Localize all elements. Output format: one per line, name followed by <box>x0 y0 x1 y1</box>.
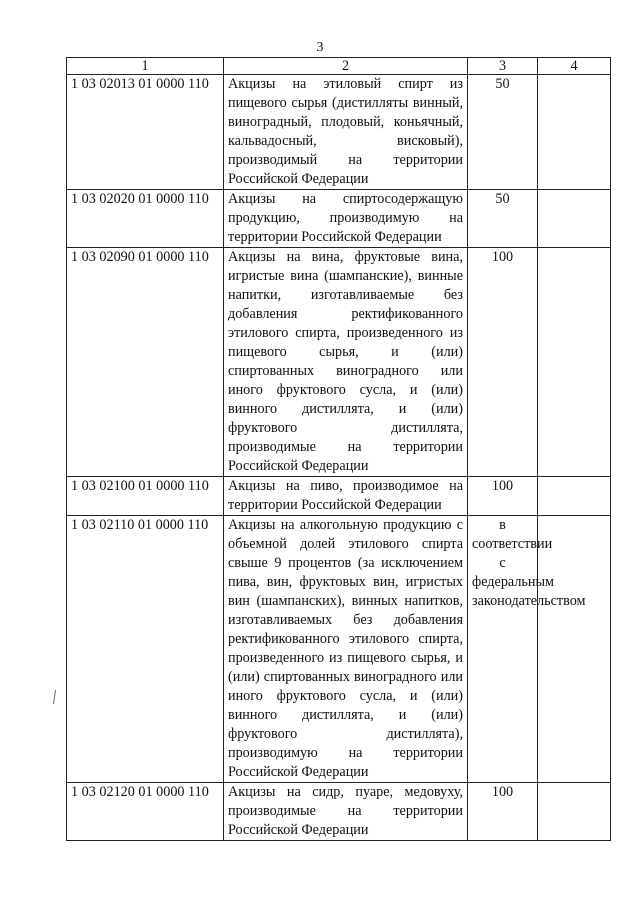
row-code: 1 03 02120 01 0000 110 <box>67 783 224 841</box>
table-header-row <box>67 58 611 75</box>
row-col4 <box>538 190 611 248</box>
page-number: 3 <box>316 40 324 55</box>
table-row <box>67 75 611 190</box>
row-col4 <box>538 516 611 783</box>
row-code: 1 03 02020 01 0000 110 <box>67 190 224 248</box>
row-code: 1 03 02013 01 0000 110 <box>67 75 224 190</box>
table-row <box>67 516 611 783</box>
row-value: 100 <box>468 477 538 516</box>
margin-pen-mark <box>53 690 58 704</box>
row-description: Акцизы на сидр, пуаре, медовуху, производимые на территории Российской Федерации <box>224 783 468 841</box>
row-col4 <box>538 75 611 190</box>
table-row <box>67 477 611 516</box>
row-col4 <box>538 783 611 841</box>
column-header-1: 1 <box>67 58 224 75</box>
row-description: Акцизы на алкогольную продукцию с объемной долей этилового спирта свыше 9 процентов (за исключением пива, вин, фруктовых вин, игристых вин (шампанских), винных напитков, изготавливаемых без добавления ректификованного этилового спирта, произведенного из пищевого сырья, и (или) спиртованных виноградного или иного фруктового сусла, и (или) винного дистиллята, и (или) фруктового дистиллята), производимую на территории Российской Федерации <box>224 516 468 783</box>
table-row <box>67 190 611 248</box>
column-header-4: 4 <box>538 58 611 75</box>
column-header-2: 2 <box>224 58 468 75</box>
excise-table <box>66 57 611 841</box>
row-description: Акцизы на этиловый спирт из пищевого сырья (дистилляты винный, виноградный, плодовый, коньячный, кальвадосный, висковый), производимый на территории Российской Федерации <box>224 75 468 190</box>
row-value: в соответствии с федеральным законодательством <box>468 516 538 783</box>
row-description: Акцизы на спиртосодержащую продукцию, производимую на территории Российской Федерации <box>224 190 468 248</box>
row-col4 <box>538 477 611 516</box>
row-code: 1 03 02100 01 0000 110 <box>67 477 224 516</box>
row-value: 100 <box>468 248 538 477</box>
table-row <box>67 248 611 477</box>
row-value: 100 <box>468 783 538 841</box>
column-header-3: 3 <box>468 58 538 75</box>
row-code: 1 03 02110 01 0000 110 <box>67 516 224 783</box>
row-value: 50 <box>468 190 538 248</box>
table-row <box>67 783 611 841</box>
row-value: 50 <box>468 75 538 190</box>
row-code: 1 03 02090 01 0000 110 <box>67 248 224 477</box>
row-col4 <box>538 248 611 477</box>
row-description: Акцизы на пиво, производимое на территории Российской Федерации <box>224 477 468 516</box>
row-description: Акцизы на вина, фруктовые вина, игристые вина (шампанские), винные напитки, изготавливаемые без добавления ректификованного этилового спирта, произведенного из пищевого сырья, и (или) спиртованных виноградного или иного фруктового сусла, и (или) винного дистиллята, и (или) фруктового дистиллята, производимые на территории Российской Федерации <box>224 248 468 477</box>
